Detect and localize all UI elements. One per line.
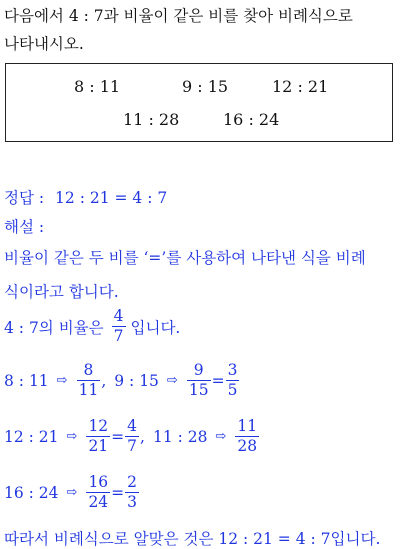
fraction-numerator: 3 bbox=[227, 361, 238, 379]
ratio-fraction bbox=[112, 308, 126, 345]
answer-line bbox=[4, 186, 167, 208]
calc-fraction bbox=[86, 474, 110, 511]
fraction-numerator: 16 bbox=[88, 473, 109, 491]
fraction-numerator: 9 bbox=[187, 362, 211, 381]
calc-ratio-2: 11 : 28 bbox=[152, 427, 208, 446]
choice-5: 16 : 24 bbox=[223, 110, 280, 129]
choice-1: 8 : 11 bbox=[74, 77, 121, 96]
ratio-intro: 4 : 7의 비율은 bbox=[4, 318, 104, 337]
calc-fraction bbox=[77, 362, 101, 399]
ratio-intro-line bbox=[4, 308, 180, 345]
calc-ratio: 12 : 21 bbox=[4, 427, 59, 446]
fraction-numerator: 12 bbox=[88, 417, 109, 435]
calc-fraction-eq bbox=[125, 474, 139, 511]
fraction-denominator: 7 bbox=[113, 327, 124, 345]
explanation-label: 해설 : bbox=[4, 218, 45, 236]
calc-ratio-2: 9 : 15 bbox=[114, 371, 159, 390]
calc-fraction bbox=[86, 418, 110, 455]
calc-separator: , bbox=[101, 371, 107, 390]
equals-sign: = bbox=[211, 371, 225, 390]
fraction-numerator: 4 bbox=[127, 417, 138, 435]
calc-fraction-eq bbox=[226, 362, 240, 399]
answer-label: 정답 : bbox=[4, 189, 45, 207]
fraction-denominator: 28 bbox=[237, 437, 258, 455]
fraction-denominator: 15 bbox=[188, 381, 209, 399]
fraction-numerator: 8 bbox=[77, 362, 101, 381]
fraction-denominator: 5 bbox=[227, 381, 238, 399]
calc-fraction-2 bbox=[187, 362, 211, 399]
explanation-line-2: 식이라고 합니다. bbox=[4, 283, 119, 301]
fraction-numerator: 2 bbox=[127, 473, 138, 491]
fraction-denominator: 11 bbox=[78, 381, 99, 399]
equals-sign: = bbox=[111, 427, 125, 446]
arrow-icon: ⇨ bbox=[66, 485, 78, 500]
fraction-denominator: 24 bbox=[88, 493, 109, 511]
fraction-denominator: 7 bbox=[127, 437, 138, 455]
fraction-numerator: 11 bbox=[237, 417, 258, 435]
ratio-suffix: 입니다. bbox=[130, 318, 181, 337]
choice-2: 9 : 15 bbox=[182, 77, 229, 96]
arrow-icon: ⇨ bbox=[66, 429, 78, 444]
fraction-numerator: 4 bbox=[113, 307, 124, 325]
question-line-2: 나타내시오. bbox=[4, 35, 84, 53]
conclusion: 따라서 비례식으로 알맞은 것은 12 : 21 = 4 : 7입니다. bbox=[4, 530, 381, 548]
calc-separator: , bbox=[140, 427, 145, 446]
calc-fraction-2 bbox=[235, 418, 259, 455]
choice-3: 12 : 21 bbox=[272, 77, 329, 96]
choices-box bbox=[5, 63, 393, 142]
explanation-line-1: 비율이 같은 두 비를 ‘=’를 사용하여 나타낸 식을 비례 bbox=[4, 249, 366, 267]
choice-4: 11 : 28 bbox=[123, 110, 180, 129]
arrow-icon: ⇨ bbox=[215, 429, 227, 444]
calc-row-3 bbox=[4, 474, 140, 511]
equals-sign: = bbox=[111, 483, 125, 502]
fraction-denominator: 3 bbox=[127, 493, 138, 511]
arrow-icon: ⇨ bbox=[56, 373, 68, 388]
answer-value: 12 : 21 = 4 : 7 bbox=[55, 189, 168, 207]
calc-row-2 bbox=[4, 418, 260, 455]
calc-fraction-eq bbox=[125, 418, 139, 455]
question-line-1: 다음에서 4 : 7과 비율이 같은 비를 찾아 비례식으로 bbox=[4, 7, 353, 25]
fraction-denominator: 21 bbox=[88, 437, 109, 455]
calc-row-1 bbox=[4, 362, 240, 399]
calc-ratio: 16 : 24 bbox=[4, 483, 59, 502]
calc-ratio: 8 : 11 bbox=[4, 371, 49, 390]
arrow-icon: ⇨ bbox=[166, 373, 178, 388]
